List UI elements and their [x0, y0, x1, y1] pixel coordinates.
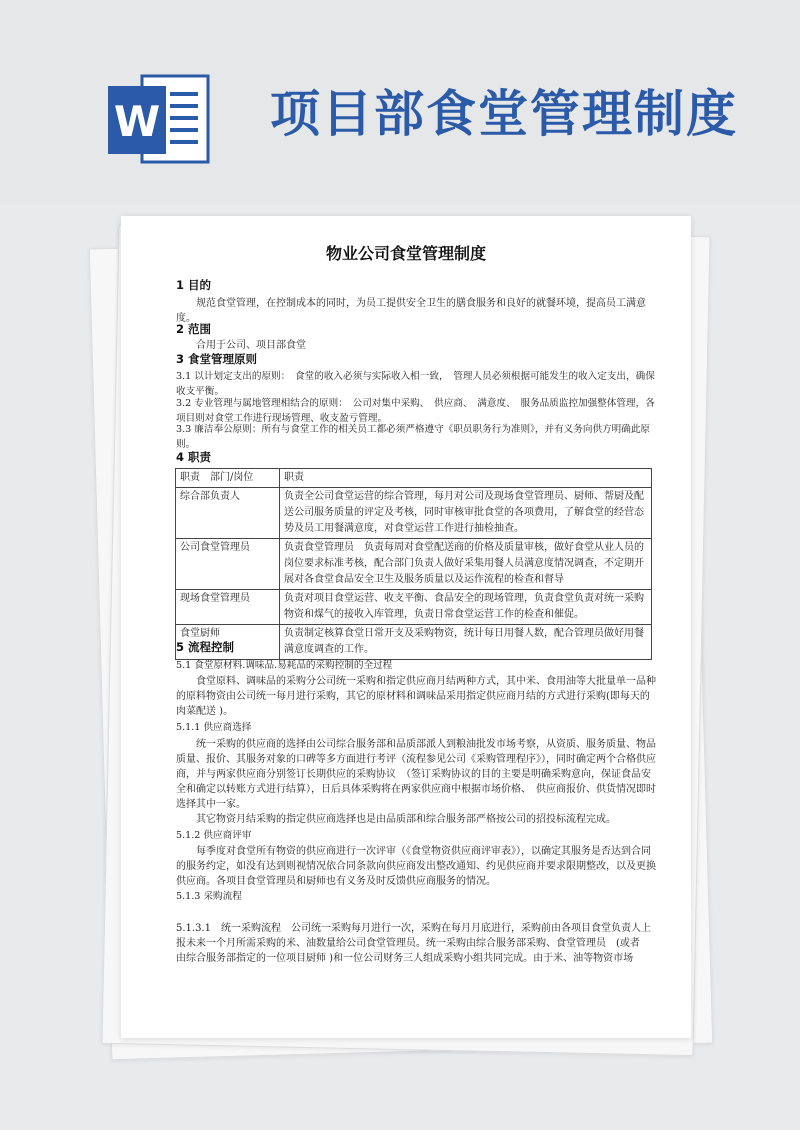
document-page	[121, 216, 691, 1038]
table-cell-role: 食堂厨师	[176, 625, 280, 660]
section-2-text: 合用于公司、项目部食堂	[196, 340, 306, 351]
document-title: 物业公司食堂管理制度	[325, 244, 486, 263]
section-1-text: 规范食堂管理，在控制成本的同时，为员工提供安全卫生的膳食服务和良好的就餐环境，提高员工满意度。	[176, 298, 646, 324]
table-header-cell: 职责 部门/岗位	[176, 469, 280, 488]
section-5-1-2-heading: 5.1.2 供应商评审	[176, 830, 252, 841]
section-5-1-heading: 5.1 食堂原材料.调味品.易耗品的采购控制的全过程	[176, 660, 393, 671]
section-2-heading: 2 范围	[176, 322, 212, 336]
table-cell-duty: 负责对项目食堂运营、收支平衡、食品安全的现场管理，负责食堂负责对统一采购物资和煤气的接收入库管理，负责日常食堂运营工作的检查和催促。	[280, 590, 652, 625]
section-5-1-2-text: 每季度对食堂所有物资的供应商进行一次评审（《食堂物资供应商评审表》），以确定其服务是否达到合同的服务约定，如没有达到则视情况依合同条款向供应商发出整改通知、约见供应商并要求限期整改，以及更换供应商。各项目食堂管理员和厨师也有义务及时反馈供应商服务的情况。	[176, 846, 656, 887]
svg-text:W: W	[113, 97, 161, 146]
section-1-heading: 1 目的	[176, 278, 212, 292]
table-row	[176, 590, 652, 625]
table-cell-duty: 负责制定核算食堂日常开支及采购物资，统计每日用餐人数，配合管理员做好用餐满意度调查的工作。	[280, 625, 652, 660]
duties-table	[175, 468, 652, 660]
section-5-heading: 5 流程控制	[176, 640, 235, 654]
banner-title: 项目部食堂管理制度	[270, 85, 738, 143]
section-5-1-1-text-a: 统一采购的供应商的选择由公司综合服务部和品质部派人到粮油批发市场考察，从资质、服务质量、物品质量、报价、其服务对象的口碑等多方面进行考评（流程参见公司《采购管理程序》），同时确定两个合格供应商，并与两家供应商分别签订长期供应的采购协议 （签订采购协议的目的主要是明确采购意向，保证食品安全和确定以转账方式进行结算），日后具体采购将在两家供应商中根据市场价格、 供应商报价、供货情况即时选择其中一家。	[176, 739, 656, 810]
table-header-row	[176, 469, 652, 488]
table-cell-duty: 负责全公司食堂运营的综合管理，每月对公司及现场食堂管理员、厨师、帮厨及配送公司服务质量的评定及考核，同时审核审批食堂的各项费用，了解食堂的经营态势及员工用餐满意度，对食堂运营工作进行抽检抽查。	[280, 488, 652, 539]
section-3-3-text: 3.3 廉洁奉公原则：所有与食堂工作的相关员工都必须严格遵守《职员职务行为准则》，并有义务向供方明确此原则。	[176, 424, 651, 450]
table-row	[176, 539, 652, 590]
section-5-1-text: 食堂原料、调味品的采购分公司统一采购和指定供应商月结两种方式，其中米、食用油等大批量单一品种的原料物资由公司统一每月进行采购，其它的原材料和调味品采用指定供应商月结的方式进行采购(即每天的肉菜配送 )。	[176, 676, 656, 717]
table-header-cell: 职责	[280, 469, 652, 488]
section-4-heading: 4 职责	[176, 450, 212, 464]
table-row	[176, 625, 652, 660]
section-3-1-text: 3.1 以计划定支出的原则： 食堂的收入必须与实际收入相一致， 管理人员必须根据可能发生的收入定支出，确保收支平衡。	[176, 371, 655, 397]
word-document-icon	[108, 72, 212, 168]
section-3-2-text: 3.2 专业管理与属地管理相结合的原则： 公司对集中采购、 供应商、 满意度、 服务品质监控加强整体管理，各项目则对食堂工作进行现场管理、收支盈亏管理。	[176, 398, 655, 424]
section-5-1-1-text-b: 其它物资月结采购的指定供应商选择也是由品质部和综合服务部严格按公司的招投标流程完成。	[196, 814, 616, 825]
section-5-1-3-1-text: 5.1.3.1 统一采购流程 公司统一采购每月进行一次，采购在每月月底进行，采购前由各项目食堂负责人上报未来一个月所需采购的米、油数量给公司食堂管理员。统一采购由综合服务部采购、食堂管理员 (或者 由综合服务部指定的一位项目厨师 )和一位公司财务三人组成采购小组共同完成。由于米、油等物资市场	[176, 923, 651, 964]
banner	[0, 0, 800, 205]
table-cell-role: 综合部负责人	[176, 488, 280, 539]
table-cell-role: 公司食堂管理员	[176, 539, 280, 590]
section-5-1-3-heading: 5.1.3 采购流程	[176, 891, 242, 902]
table-cell-duty: 负责食堂管理员 负责每周对食堂配送商的价格及质量审核，做好食堂从业人员的岗位要求标准考核，配合部门负责人做好采集用餐人员满意度情况调查，不定期开展对各食堂食品安全卫生及服务质量以及运作流程的检查和督导	[280, 539, 652, 590]
section-5-1-1-heading: 5.1.1 供应商选择	[176, 722, 252, 733]
table-cell-role: 现场食堂管理员	[176, 590, 280, 625]
section-3-heading: 3 食堂管理原则	[176, 352, 258, 366]
table-row	[176, 488, 652, 539]
